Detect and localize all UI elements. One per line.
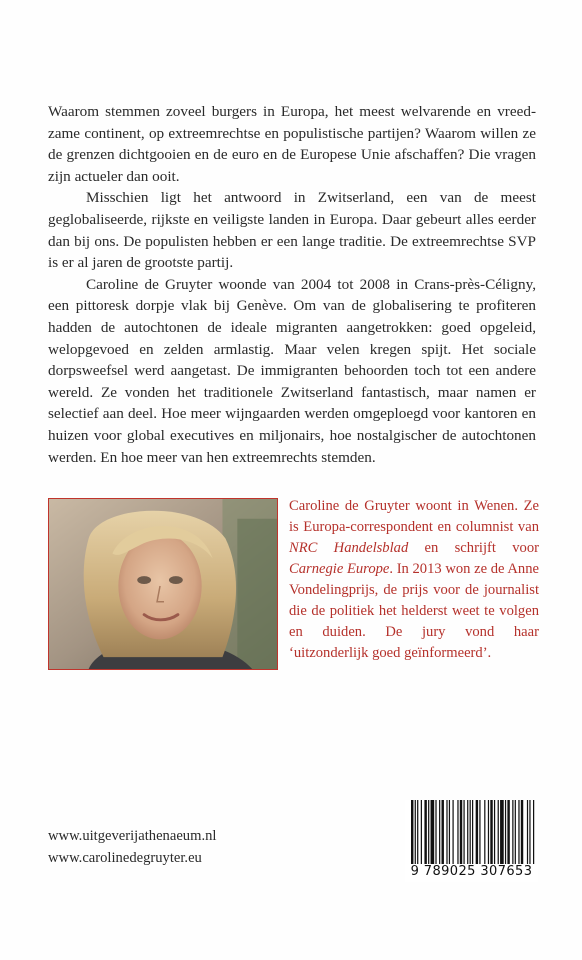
barcode-bar: [507, 800, 509, 866]
website-links: [48, 825, 216, 869]
barcode-bar: [498, 800, 499, 866]
author-url: www.carolinedegruyter.eu: [48, 850, 202, 866]
barcode-bar: [518, 800, 519, 866]
blurb-paragraph-1: Waarom stemmen zoveel burgers in Europa, het meest welvarende en vreed-zame continent, op extreemrechtse en populistische partijen? Waarom willen ze de grenzen dichtgooien en de euro en de Europese Unie afschaffen? Die vragen zijn actueler dan ooit.: [48, 103, 536, 185]
barcode-bar: [529, 800, 530, 866]
barcode-bar: [411, 800, 413, 866]
barcode-bar: [449, 800, 450, 866]
barcode-bar: [452, 800, 453, 866]
barcode-bar: [457, 800, 458, 866]
barcode-bar: [442, 800, 444, 866]
barcode-bar: [428, 800, 429, 866]
barcode-bar: [500, 800, 504, 866]
barcode-bar: [446, 800, 447, 866]
blurb-paragraph-3: Caroline de Gruyter woonde van 2004 tot 2008 in Crans-près-Céligny, een pittoresk dorpje vlak bij Genève. Om van de globalisering te profiteren hadden de autochtonen de ideale migranten aangetrokken: goed opgeleid, welopgevoed en zelden armlastig. Maar velen kregen spijt. Het sociale dorpsweefsel werd aangetast. De immigranten behoorden toch tot een andere wereld. Ze vonden het traditionele Zwitserland fantastisch, maar namen er selectief aan deel. Hoe meer wijngaarden werden omgeploegd voor kantoren en huizen voor global executives en miljonairs, hoe nostalgischer de autochtonen werden. En hoe meer van hen extreemrechts stemden.: [48, 275, 536, 466]
publisher-url: www.uitgeverijathenaeum.nl: [48, 828, 217, 844]
author-portrait-image: [49, 499, 277, 669]
barcode-bar: [533, 800, 534, 866]
bio-text-1: Caroline de Gruyter woont in Wenen. Ze is Europa-correspondent en columnist van: [289, 498, 539, 535]
isbn-barcode: [405, 800, 538, 882]
barcode-bar: [435, 800, 436, 866]
barcode-bar: [439, 800, 440, 866]
bio-text-2: en schrijft voor: [408, 540, 539, 556]
barcode-bar: [490, 800, 492, 866]
barcode-bar: [467, 800, 468, 866]
isbn-number: 9 789025 307653: [405, 864, 538, 880]
barcode-bar: [470, 800, 471, 866]
barcode-bar: [505, 800, 506, 866]
barcode-bar: [417, 800, 418, 866]
barcode-bar: [460, 800, 462, 866]
barcode-bar: [494, 800, 495, 866]
blurb-text: [48, 101, 536, 468]
barcode-bar: [472, 800, 473, 866]
barcode-bar: [431, 800, 435, 866]
bio-publication-nrc: NRC Handelsblad: [289, 540, 409, 556]
author-photo: [48, 498, 278, 670]
barcode-bar: [484, 800, 485, 866]
barcode-bar: [479, 800, 480, 866]
bio-text-3: . In 2013 won ze de Anne Vondelingprijs, de prijs voor de journalist die de politiek het helderst weet te volgen en duiden. De jury vond haar ‘uitzonderlijk goed geïnformeerd’.: [289, 561, 539, 661]
barcode-bar: [421, 800, 422, 866]
barcode-bar: [424, 800, 426, 866]
author-bio: [289, 496, 539, 664]
barcode-bar: [415, 800, 416, 866]
barcode-bar: [476, 800, 478, 866]
barcode-bar: [527, 800, 528, 866]
barcode-bars-image: [405, 800, 538, 868]
barcode-bar: [488, 800, 489, 866]
barcode-bar: [515, 800, 516, 866]
bio-publication-carnegie: Carnegie Europe: [289, 561, 390, 577]
blurb-paragraph-2: Misschien ligt het antwoord in Zwitserland, een van de meest geglobaliseerde, rijkste en veiligste landen in Europa. Daar gebeurt alles eerder dan bij ons. De populisten hebben er een lange traditie. De extreemrechtse SVP is er al jaren de grootste partij.: [48, 189, 536, 272]
barcode-bar: [521, 800, 523, 866]
barcode-bar: [463, 800, 464, 866]
barcode-bar: [512, 800, 513, 866]
